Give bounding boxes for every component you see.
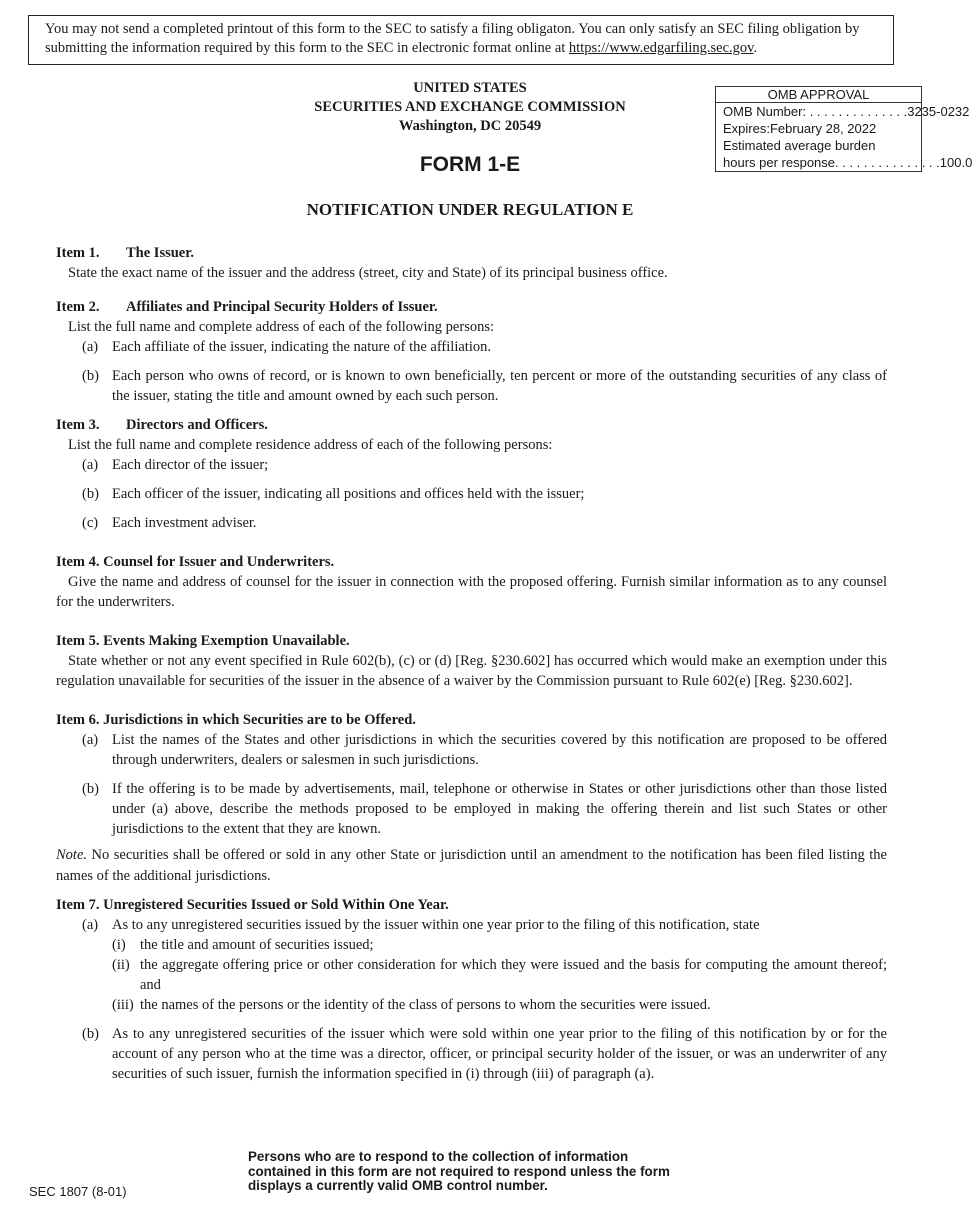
item-3 — [56, 415, 887, 533]
item-6-note — [56, 845, 887, 887]
item-3-b-label: (b) — [82, 486, 99, 502]
item-7-a-i-label: (i) — [112, 937, 126, 953]
item-6-heading: Item 6. Jurisdictions in which Securities are to be Offered. — [56, 712, 416, 728]
omb-burden-line: Estimated average burden — [723, 138, 876, 153]
agency-line-1: UNITED STATES — [413, 80, 527, 96]
omb-hours-label: hours per response — [723, 155, 836, 170]
item-2-intro: List the full name and complete address of each of the following persons: — [68, 319, 495, 335]
agency-line-3: Washington, DC 20549 — [398, 118, 542, 134]
omb-number-row — [716, 103, 970, 120]
item-1-title: The Issuer. — [126, 245, 194, 261]
item-3-c-label: (c) — [82, 515, 99, 531]
item-7-heading: Item 7. Unregistered Securities Issued or Sold Within One Year. — [56, 897, 449, 913]
omb-number-label: OMB Number: — [723, 104, 807, 119]
electronic-filing-notice — [28, 15, 894, 65]
item-7-a-iii — [112, 995, 887, 1015]
item-2-title: Affiliates and Principal Security Holders of Issuer. — [126, 299, 438, 315]
item-2-b — [82, 366, 887, 406]
item-7-a-label: (a) — [82, 917, 99, 933]
item-7-a-ii-label: (ii) — [112, 957, 130, 973]
item-7-b-label: (b) — [82, 1026, 99, 1042]
notice-end: . — [753, 40, 758, 56]
item-4 — [56, 552, 887, 612]
item-2-number: Item 2. — [56, 299, 100, 315]
item-6-b-label: (b) — [82, 781, 99, 797]
item-5-heading: Item 5. Events Making Exemption Unavailable. — [56, 633, 350, 649]
item-3-c — [82, 513, 887, 533]
item-6-b-text: If the offering is to be made by advertisements, mail, telephone or otherwise in States or other jurisdictions other than those listed under (a) above, describe the methods proposed to be employed in making the offering therein and list such States or other jurisdictions to the extent that they are known. — [112, 781, 887, 837]
item-4-heading: Item 4. Counsel for Issuer and Underwriters. — [56, 554, 335, 570]
omb-hours-row — [716, 154, 972, 171]
item-7-a — [82, 915, 887, 935]
form-code: SEC 1807 (8-01) — [29, 1184, 127, 1199]
omb-expires-value: February 28, 2022 — [769, 121, 877, 136]
item-2-heading — [56, 297, 887, 317]
item-3-number: Item 3. — [56, 417, 100, 433]
form-instructions — [56, 243, 887, 1098]
item-7-b — [82, 1024, 887, 1084]
item-1-body: State the exact name of the issuer and the address (street, city and State) of its principal business office. — [68, 265, 668, 281]
item-2-b-text: Each person who owns of record, or is known to own beneficially, ten percent or more of the outstanding securities of any class of the issuer, stating the title and amount owned by each such person. — [112, 368, 887, 404]
item-3-c-text: Each investment adviser. — [112, 515, 257, 531]
item-5 — [56, 631, 887, 691]
item-2-a-text: Each affiliate of the issuer, indicating the nature of the affiliation. — [112, 339, 491, 355]
omb-expires-row — [716, 120, 921, 137]
form-title: FORM 1-E — [419, 153, 521, 176]
omb-number-value: 3235-0232 — [907, 104, 970, 119]
item-1-heading — [56, 243, 887, 263]
note-label: Note. — [56, 847, 88, 863]
item-2 — [56, 297, 887, 406]
item-7-a-i-text: the title and amount of securities issued; — [140, 937, 374, 953]
item-3-title: Directors and Officers. — [126, 417, 268, 433]
item-6-a-label: (a) — [82, 732, 99, 748]
item-3-a-text: Each director of the issuer; — [112, 457, 269, 473]
item-2-a-label: (a) — [82, 339, 99, 355]
item-6-a-text: List the names of the States and other jurisdictions in which the securities covered by this notification are proposed to be offered through underwriters, dealers or salesmen in such jurisdictions. — [112, 732, 887, 768]
item-7-a-iii-label: (iii) — [112, 997, 134, 1013]
agency-header — [270, 79, 670, 136]
item-3-a-label: (a) — [82, 457, 99, 473]
edgar-filing-link[interactable]: https://www.edgarfiling.sec.gov — [568, 40, 754, 56]
item-7-a-text: As to any unregistered securities issued by the issuer within one year prior to the filing of this notification, state — [112, 917, 760, 933]
item-7-a-i — [112, 935, 887, 955]
item-7 — [56, 895, 887, 1084]
item-7-b-text: As to any unregistered securities of the issuer which were sold within one year prior to the filing of this notification by or for the account of any person who at the time was a director, officer, or principal security holder of the issuer, or was an underwriter of any securities of such issuer, furnish the information specified in (i) through (iii) of paragraph (a). — [112, 1026, 887, 1082]
item-6 — [56, 710, 887, 839]
item-4-body: Give the name and address of counsel for the issuer in connection with the proposed offering. Furnish similar information as to any counsel for the underwriters. — [56, 574, 887, 610]
item-3-heading — [56, 415, 887, 435]
omb-approval-box — [715, 86, 972, 172]
item-6-a — [82, 730, 887, 770]
form-subtitle: NOTIFICATION UNDER REGULATION E — [306, 200, 634, 219]
notice-text: You may not send a completed printout of this form to the SEC to satisfy a filing obligaton. You can only satisfy an SEC filing obligation by submitting the information required by this form to the SEC in electronic format online at — [45, 21, 860, 56]
item-7-a-iii-text: the names of the persons or the identity of the class of persons to whom the securities were issued. — [140, 997, 711, 1013]
item-1-number: Item 1. — [56, 245, 100, 261]
omb-approval-title: OMB APPROVAL — [716, 87, 921, 103]
item-5-body: State whether or not any event specified in Rule 602(b), (c) or (d) [Reg. §230.602] has occurred which would make an exemption under this regulation unavailable for securities of the issuer in the absence of a waiver by the Commission pursuant to Rule 602(e) [Reg. §230.602]. — [56, 653, 887, 689]
item-2-a — [82, 337, 887, 357]
omb-hours-value: 100.0 — [939, 155, 972, 170]
item-3-b-text: Each officer of the issuer, indicating all positions and offices held with the issuer; — [112, 486, 585, 502]
omb-control-notice: Persons who are to respond to the collection of information contained in this form are not required to respond unless the form displays a currently valid OMB control number. — [248, 1149, 670, 1193]
item-7-a-ii — [112, 955, 887, 995]
omb-hours-leader: . . . . . . . . . . . . . . . — [835, 155, 940, 170]
item-2-b-label: (b) — [82, 368, 99, 384]
item-3-b — [82, 484, 887, 504]
omb-expires-label: Expires: — [723, 121, 770, 136]
item-1 — [56, 243, 887, 283]
item-7-a-ii-text: the aggregate offering price or other consideration for which they were issued and the basis for computing the amount thereof; and — [140, 957, 887, 993]
item-3-a — [82, 455, 887, 475]
item-3-intro: List the full name and complete residence address of each of the following persons: — [68, 437, 553, 453]
agency-line-2: SECURITIES AND EXCHANGE COMMISSION — [314, 99, 626, 115]
omb-number-leader: . . . . . . . . . . . . . . — [806, 104, 908, 119]
note-text: No securities shall be offered or sold in any other State or jurisdiction until an amendment to the notification has been filed listing the names of the additional jurisdictions. — [56, 847, 887, 884]
item-6-b — [82, 779, 887, 839]
